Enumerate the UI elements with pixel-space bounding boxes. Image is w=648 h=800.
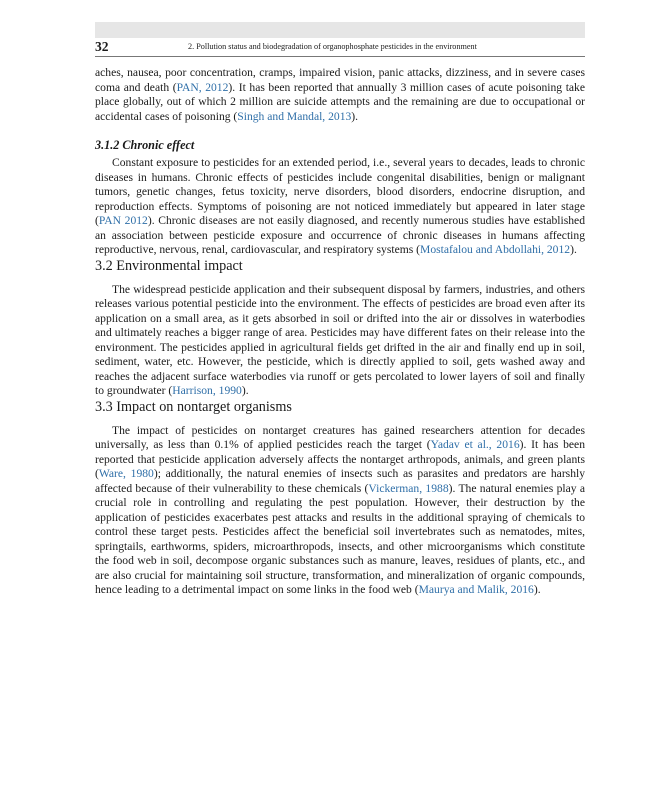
paragraph-chronic-effect bbox=[95, 156, 585, 258]
citation-link[interactable]: PAN 2012 bbox=[98, 214, 148, 227]
citation-link[interactable]: Vickerman, 1988 bbox=[368, 481, 449, 495]
text-run: ). It has been reported that annually 3 million cases of acute poisoning take place globally, out of which 2 million are suicide attempts and the remaining are due to occupational or accidental cases of poisoning ( bbox=[95, 80, 585, 123]
paragraph-continuation bbox=[95, 66, 585, 124]
paragraph-environmental-impact bbox=[95, 283, 585, 399]
text-run: ). bbox=[351, 109, 359, 123]
paragraph-nontarget-organisms bbox=[95, 424, 585, 598]
citation-link[interactable]: Singh and Mandal, 2013 bbox=[237, 109, 352, 123]
subsection-heading-3-1-2: 3.1.2 Chronic effect bbox=[95, 138, 195, 152]
text-run: ). bbox=[533, 583, 541, 596]
text-run: ). bbox=[241, 384, 249, 397]
header-rule bbox=[95, 56, 585, 57]
citation-link[interactable]: Maurya and Malik, 2016 bbox=[418, 583, 534, 596]
page-body bbox=[95, 66, 585, 598]
section-heading-3-3: 3.3 Impact on nontarget organisms bbox=[95, 398, 292, 415]
text-run: ). bbox=[570, 243, 577, 256]
text-run: ). It has been reported that pesticide application adversely affects the nontarget arthropods, animals, and green plants ( bbox=[95, 438, 585, 480]
text-run: ). Chronic diseases are not easily diagnosed, and recently numerous studies have established an association between pesticide exposure and occurrence of chronic diseases in humans affecting reproductive, nervous, renal, cardiovascular, and respiratory systems ( bbox=[95, 214, 585, 256]
text-run: The impact of pesticides on nontarget creatures has gained researchers attention for decades universally, as less than 0.1% of applied pesticides reach the target ( bbox=[95, 423, 585, 451]
citation-link[interactable]: Yadav et al., 2016 bbox=[430, 438, 520, 451]
page-number: 32 bbox=[95, 39, 109, 54]
text-run: ). The natural enemies play a crucial role in controlling and regulating the pest population. However, their destruction by the application of pesticides exacerbates pest attacks and results in the additional spraying of chemicals to control these target pests. Pesticides affect the beneficial soil invertebrates such as nematodes, mites, springtails, earthworms, spiders, microarthropods, insects, and other microorganisms which constitute the food web in soil, decompose organic substances such as manure, leaves, residues of plants, etc., and are also crucial for maintaining soil structure, transformation, and mineralization of organic compounds, hence leading to a detrimental impact on some links in the food web ( bbox=[95, 481, 585, 596]
running-title: 2. Pollution status and biodegradation of organophosphate pesticides in the environment bbox=[188, 42, 477, 51]
text-run: The widespread pesticide application and their subsequent disposal by farmers, industries, and others releases various potential pesticide into the environment. The effects of pesticides are broad even after its application on a small area, as it gets absorbed in soil or drifted into the air or dissolves in waterbodies and ultimately reaches a bigger range of area. Pesticides may have different fates on their release into the environment. The pesticides applied in agricultural fields get drifted in the air and finally end up in soil, sediment, water, etc. However, the pesticide, which is directly applied to soil, gets washed away and reaches the adjacent surface waterbodies via runoff or gets percolated to lower layers of soil and finally to groundwater ( bbox=[95, 282, 585, 397]
text-run: Constant exposure to pesticides for an extended period, i.e., several years to decades, leads to chronic diseases in humans. Chronic effects of pesticides include congenital disabilities, benign or malignant tumors, genetic changes, fetus toxicity, nerve disorders, blood disorders, endocrine disruption, and reproduction effects. Symptoms of poisoning are not noticed immediately but appeared in later stage ( bbox=[95, 156, 585, 227]
header-bar bbox=[95, 22, 585, 38]
citation-link[interactable]: Harrison, 1990 bbox=[172, 384, 242, 397]
citation-link[interactable]: Ware, 1980 bbox=[98, 467, 154, 480]
citation-link[interactable]: Mostafalou and Abdollahi, 2012 bbox=[420, 243, 571, 256]
citation-link[interactable]: PAN, 2012 bbox=[176, 80, 229, 94]
section-heading-3-2: 3.2 Environmental impact bbox=[95, 257, 243, 274]
text-run: ); additionally, the natural enemies of insects such as parasites and predators are harshly affected because of their vulnerability to these chemicals ( bbox=[95, 467, 586, 495]
text-run: aches, nausea, poor concentration, cramps, impaired vision, panic attacks, dizziness, and in severe cases coma and death ( bbox=[95, 66, 585, 94]
